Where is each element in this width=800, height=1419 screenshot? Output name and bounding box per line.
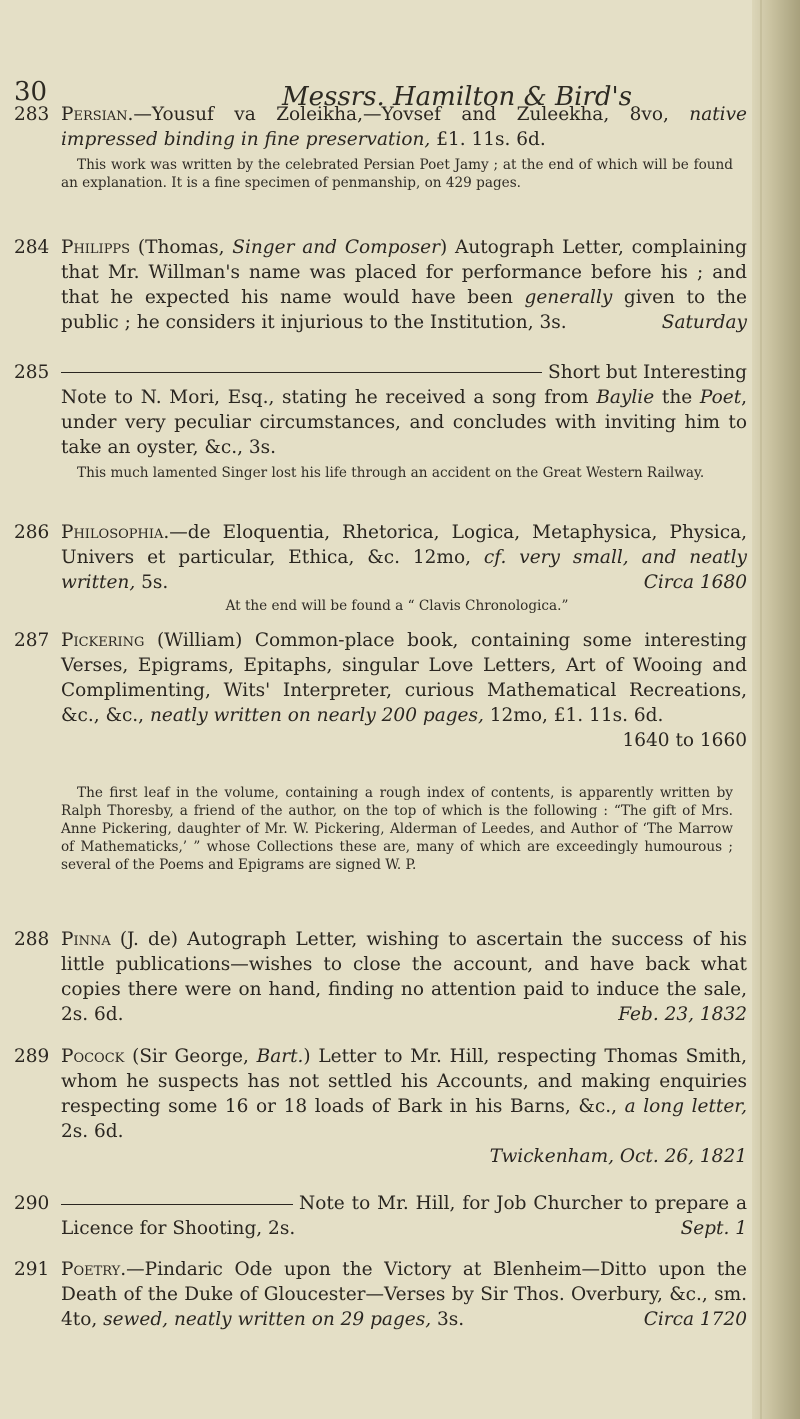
lot-name: Persian (61, 104, 128, 125)
lot-number: 289 (14, 1046, 50, 1067)
lot-number: 288 (14, 929, 50, 950)
lot-note: This work was written by the celebrated Persian Poet Jamy ; at the end of which will be found an explanation. It is a fine specimen of penmanship, on 429 pages. (61, 157, 733, 191)
lot-number: 283 (14, 104, 50, 125)
lot-number: 291 (14, 1259, 50, 1280)
lot-description: Note to Mr. Hill, for Job Churcher to prepare a Licence for Shooting, 2s. Sept. 1 (61, 1193, 747, 1239)
lot-date: Circa 1720 (643, 1309, 747, 1330)
lot-number: 285 (14, 362, 50, 383)
lot-description: Pinna (J. de) Autograph Letter, wishing to ascertain the success of his little publications—wishes to close the account, and have back what copies there were on hand, finding no attention paid to induce the sale, 2s. 6d. Feb. 23, 1832 (61, 929, 747, 1025)
lot-date: 1640 to 1660 (622, 730, 747, 751)
lot-note: At the end will be found a “ Clavis Chronologica.” (225, 598, 569, 614)
lot-date: Feb. 23, 1832 (618, 1004, 747, 1025)
lot-note: This much lamented Singer lost his life through an accident on the Great Western Railway. (77, 465, 705, 481)
lot-date: Sept. 1 (680, 1218, 747, 1239)
lot-note: The first leaf in the volume, containing a rough index of contents, is apparently written by Ralph Thoresby, a friend of the author, on the top of which is the following : “The gift of Mrs. Anne Pickering, daughter of Mr. W. Pickering, Alderman of Leedes, and Author of ‘The Marrow of Mathematicks,’ ” whose Collections these are, many of which are exceedingly humourous ; several of the Poems and Epigrams are signed W. P. (61, 785, 733, 873)
lot-name: Pickering (61, 630, 145, 651)
lot-description: Short but Interesting Note to N. Mori, Esq., stating he received a song from Baylie the Poet, under very peculiar circumstances, and concludes with inviting him to take an oyster, &c., 3s. (61, 362, 748, 458)
page-number: 30 (14, 77, 48, 107)
lot-date: Circa 1680 (643, 572, 747, 593)
lot-description: Pickering (William) Common-place book, containing some interesting Verses, Epigrams, Epitaphs, singular Love Letters, Art of Wooing and Complimenting, Wits' Interpreter, curious Mathematical Recreations, &c., &c., neatly written on nearly 200 pages, 12mo, £1. 11s. 6d. 1640 to 1660 (61, 630, 747, 751)
lot-name: Pinna (61, 929, 111, 950)
lot-description: Poetry.—Pindaric Ode upon the Victory at Blenheim—Ditto upon the Death of the Duke of Gloucester—Verses by Sir Thos. Overbury, &c., sm. 4to, sewed, neatly written on 29 pages, 3s. Circa 1720 (61, 1259, 747, 1330)
running-head: Messrs. Hamilton & Bird's (282, 82, 632, 112)
lot-number: 284 (14, 237, 50, 258)
lot-description: Persian.—Yousuf va Zoleikha,—Yovsef and Zuleekha, 8vo, native impressed binding in fine preservation, £1. 11s. 6d. (61, 104, 747, 150)
lot-number: 286 (14, 522, 50, 543)
lot-description: Philipps (Thomas, Singer and Composer) Autograph Letter, complaining that Mr. Willman's name was placed for performance before his ; and that he expected his name would have been generally given to the public ; he considers it injurious to the Institution, 3s. Saturday (61, 237, 747, 333)
lot-description: Philosophia.—de Eloquentia, Rhetorica, Logica, Metaphysica, Physica, Univers et particular, Ethica, &c. 12mo, cf. very small, and neatly written, 5s. Circa 1680 (61, 522, 747, 593)
lot-name: Philosophia (61, 522, 164, 543)
lot-date: Saturday (661, 312, 747, 333)
lot-date: Twickenham, Oct. 26, 1821 (489, 1146, 747, 1167)
lot-description: Pocock (Sir George, Bart.) Letter to Mr. Hill, respecting Thomas Smith, whom he suspects has not settled his Accounts, and making enquiries respecting some 16 or 18 loads of Bark in his Barns, &c., a long letter, 2s. 6d. Twickenham, Oct. 26, 1821 (61, 1046, 748, 1167)
ditto-rule (61, 1204, 293, 1205)
lot-number: 287 (14, 630, 50, 651)
lot-number: 290 (14, 1193, 50, 1214)
lot-name: Pocock (61, 1046, 125, 1067)
ditto-rule (61, 372, 542, 373)
lot-name: Philipps (61, 237, 131, 258)
lot-name: Poetry (61, 1259, 121, 1280)
lot-heading: Short but Interesting (548, 362, 747, 383)
page-edge-line (760, 0, 762, 1419)
